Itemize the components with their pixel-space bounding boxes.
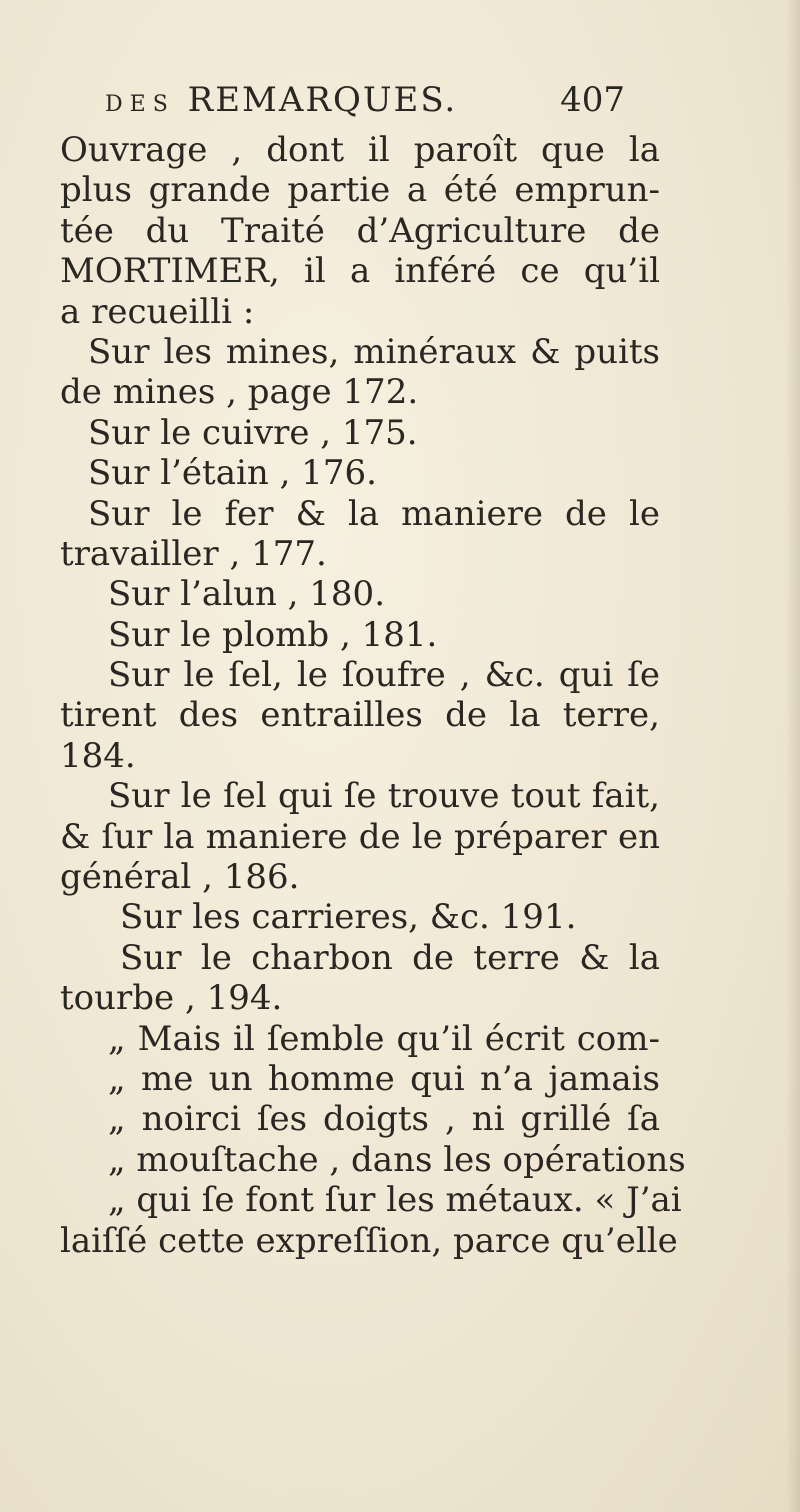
text-line: Sur les carrieres, &c. 191. — [120, 897, 577, 938]
text-line: & ſur la maniere de le préparer en — [60, 816, 660, 857]
text-line: travailler , 177. — [60, 533, 327, 574]
text-line: Sur le ſel qui ſe trouve tout fait, — [108, 776, 660, 817]
text-line: plus grande partie a été emprun- — [60, 170, 660, 211]
text-line: „ Mais il ſemble qu’il écrit com- — [108, 1018, 660, 1059]
text-line: tourbe , 194. — [60, 978, 283, 1019]
text-line: tirent des entrailles de la terre, — [60, 695, 660, 736]
running-head — [105, 80, 625, 120]
text-line: Sur le charbon de terre & la — [120, 937, 660, 978]
text-line: Sur le ſel, le ſoufre , &c. qui ſe — [108, 655, 660, 696]
text-line: Sur l’étain , 176. — [88, 453, 377, 494]
text-line: Sur le plomb , 181. — [108, 614, 438, 655]
text-line: tée du Traité d’Agriculture de — [60, 210, 660, 251]
text-line: laiſſé cette expreſſion, parce qu’elle — [60, 1220, 678, 1261]
page-number: 407 — [560, 80, 625, 120]
text-line: a recueilli : — [60, 291, 255, 332]
text-line: „ qui ſe font ſur les métaux. « J’ai — [108, 1180, 682, 1221]
page-edge-shadow — [786, 0, 800, 1512]
text-line: Sur le fer & la maniere de le — [88, 493, 660, 534]
text-line: Sur l’alun , 180. — [108, 574, 385, 615]
text-line: MORTIMER, il a inféré ce qu’il — [60, 251, 660, 292]
text-line: Sur les mines, minéraux & puits — [88, 331, 660, 372]
running-head-title: REMARQUES. — [187, 80, 458, 120]
text-line: 184. — [60, 735, 136, 776]
body-text — [60, 130, 686, 1261]
running-head-prefix: DES — [105, 92, 175, 117]
text-line: Sur le cuivre , 175. — [88, 412, 418, 453]
text-line: de mines , page 172. — [60, 372, 419, 413]
text-line: Ouvrage , dont il paroît que la — [60, 130, 660, 170]
text-line: „ mouſtache , dans les opérations — [108, 1139, 686, 1180]
text-line: général , 186. — [60, 857, 300, 898]
text-line: „ noirci ſes doigts , ni grillé ſa — [108, 1099, 660, 1140]
text-line: „ me un homme qui n’a jamais — [108, 1058, 660, 1099]
